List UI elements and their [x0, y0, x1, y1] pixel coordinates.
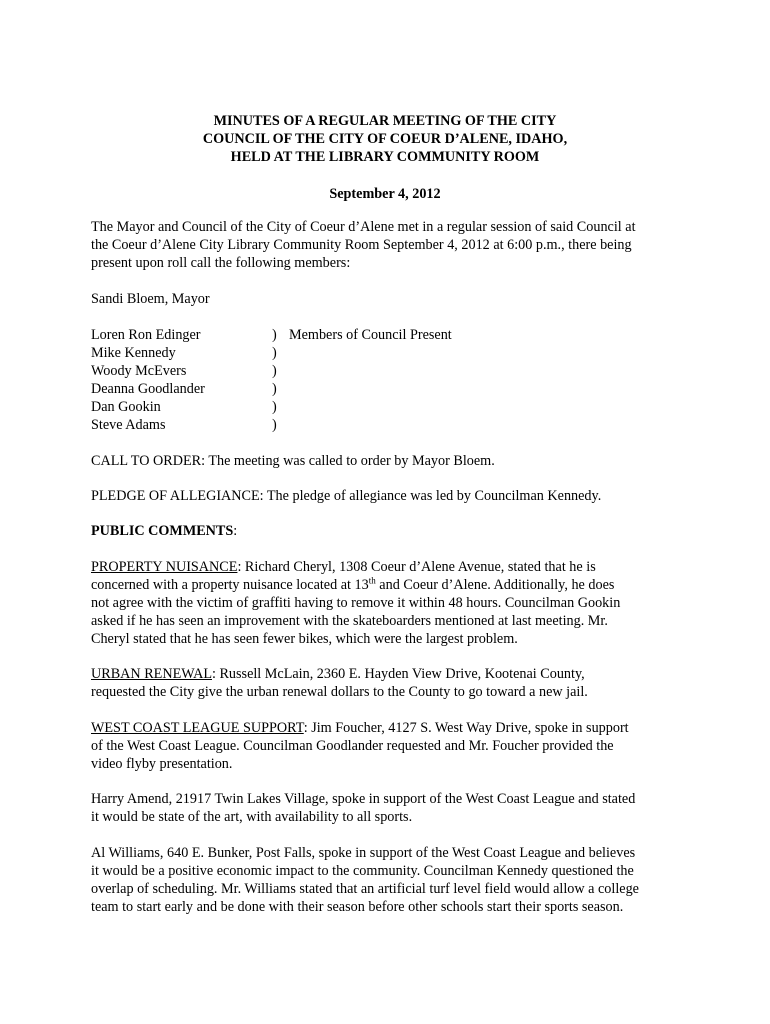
- mayor-line: [91, 290, 691, 308]
- text-run: and Coeur d’Alene. Additionally, he does: [375, 577, 615, 593]
- al-williams-paragraph: [91, 844, 691, 916]
- text-line: video flyby presentation.: [91, 756, 233, 772]
- council-member-name: Steve Adams: [91, 417, 166, 433]
- text-line: not agree with the victim of graffiti having to remove it within 48 hours. Councilman Gookin: [91, 595, 621, 611]
- bracket: ): [272, 327, 277, 343]
- west-coast-league-paragraph: [91, 719, 691, 773]
- title-line: MINUTES OF A REGULAR MEETING OF THE CITY: [213, 113, 557, 129]
- urban-renewal-paragraph: [91, 665, 691, 701]
- text-line: Al Williams, 640 E. Bunker, Post Falls, spoke in support of the West Coast League and believes: [91, 845, 636, 861]
- text-run: : Richard Cheryl, 1308 Coeur d’Alene Avenue, stated that he is: [237, 559, 596, 575]
- title-line: COUNCIL OF THE CITY OF COEUR D’ALENE, IDAHO,: [202, 131, 568, 147]
- text-line: overlap of scheduling. Mr. Williams stated that an artificial turf level field would allow a college: [91, 881, 639, 897]
- text-line: asked if he has seen an improvement with the skateboarders mentioned at last meeting. Mr.: [91, 613, 608, 629]
- council-present-label: Members of Council Present: [289, 327, 452, 343]
- text-line: requested the City give the urban renewal dollars to the County to go toward a new jail.: [91, 684, 588, 700]
- topic-heading: URBAN RENEWAL: [91, 666, 212, 682]
- text-line: of the West Coast League. Councilman Goodlander requested and Mr. Foucher provided the: [91, 738, 614, 754]
- text-line: team to start early and be done with their season before other schools start their sports season.: [91, 899, 624, 915]
- harry-amend-paragraph: [91, 790, 691, 826]
- property-nuisance-paragraph: [91, 558, 691, 648]
- text-line: present upon roll call the following members:: [91, 255, 351, 271]
- text-line: it would be a positive economic impact to the community. Councilman Kennedy questioned the: [91, 863, 634, 879]
- topic-heading: WEST COAST LEAGUE SUPPORT: [91, 720, 304, 736]
- superscript: th: [368, 575, 376, 586]
- meeting-date: September 4, 2012: [329, 186, 441, 202]
- text-run: : Russell McLain, 2360 E. Hayden View Drive, Kootenai County,: [211, 666, 585, 682]
- title-line: HELD AT THE LIBRARY COMMUNITY ROOM: [230, 149, 540, 165]
- bracket: ): [272, 399, 277, 415]
- public-comments-heading: [91, 522, 691, 540]
- section-heading: PUBLIC COMMENTS: [91, 523, 234, 539]
- text-line: Sandi Bloem, Mayor: [91, 291, 210, 307]
- text-line: the Coeur d’Alene City Library Community Room September 4, 2012 at 6:00 p.m., there being: [91, 237, 632, 253]
- council-member-name: Woody McEvers: [91, 363, 187, 379]
- council-member-name: Loren Ron Edinger: [91, 327, 201, 343]
- topic-heading: PROPERTY NUISANCE: [91, 559, 238, 575]
- text-line: The Mayor and Council of the City of Coeur d’Alene met in a regular session of said Council at: [91, 219, 636, 235]
- council-member-name: Mike Kennedy: [91, 345, 176, 361]
- intro-paragraph: [91, 218, 691, 272]
- heading-colon: :: [233, 523, 238, 539]
- bracket: ): [272, 381, 277, 397]
- text-line: PLEDGE OF ALLEGIANCE: The pledge of allegiance was led by Councilman Kennedy.: [91, 488, 602, 504]
- text-run: : Jim Foucher, 4127 S. West Way Drive, spoke in support: [303, 720, 629, 736]
- text-line: CALL TO ORDER: The meeting was called to order by Mayor Bloem.: [91, 453, 495, 469]
- pledge-of-allegiance: [91, 487, 691, 505]
- text-run: concerned with a property nuisance located at 13: [91, 577, 369, 593]
- bracket: ): [272, 345, 277, 361]
- call-to-order: [91, 452, 691, 470]
- council-member-name: Dan Gookin: [91, 399, 161, 415]
- council-member-name: Deanna Goodlander: [91, 381, 205, 397]
- text-line: Cheryl stated that he has seen fewer bikes, which were the largest problem.: [91, 631, 518, 647]
- bracket: ): [272, 417, 277, 433]
- text-line: Harry Amend, 21917 Twin Lakes Village, spoke in support of the West Coast League and stated: [91, 791, 636, 807]
- document-title: [0, 112, 770, 166]
- text-line: it would be state of the art, with availability to all sports.: [91, 809, 413, 825]
- bracket: ): [272, 363, 277, 379]
